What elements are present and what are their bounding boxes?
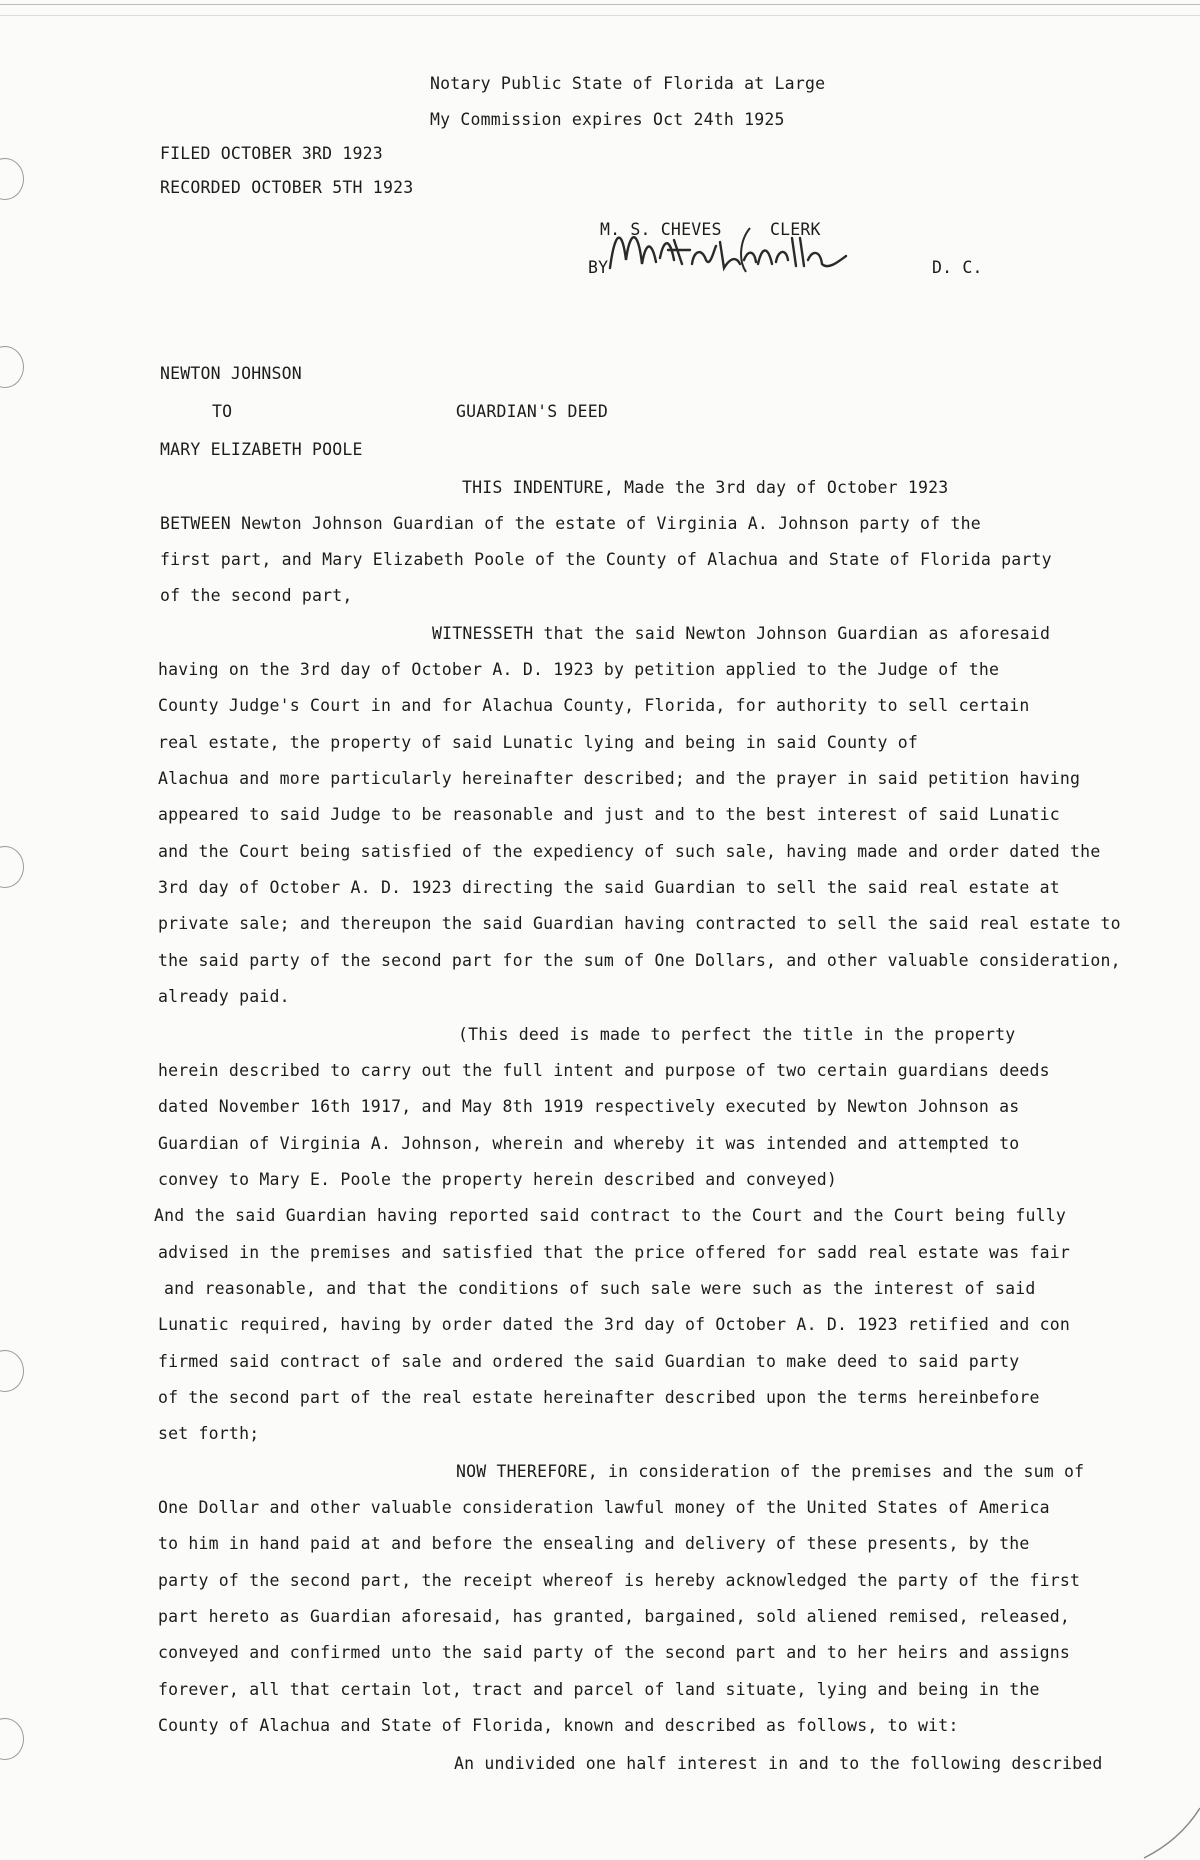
body-line: Guardian of Virginia A. Johnson, wherein and whereby it was intended and attempted to: [158, 1134, 1020, 1153]
body-line: and the Court being satisfied of the expediency of such sale, having made and order dated the: [158, 842, 1101, 861]
binder-hole-icon: [0, 1350, 24, 1392]
deed-title: GUARDIAN'S DEED: [456, 402, 609, 421]
body-line: to him in hand paid at and before the ensealing and delivery of these presents, by the: [158, 1534, 1030, 1553]
body-line: and reasonable, and that the conditions of such sale were such as the interest of said: [164, 1279, 1036, 1298]
body-line: County Judge's Court in and for Alachua County, Florida, for authority to sell certain: [158, 696, 1030, 715]
page-corner-curl-icon: [1140, 1800, 1200, 1860]
grantee-name: MARY ELIZABETH POOLE: [160, 440, 363, 459]
body-line: party of the second part, the receipt whereof is hereby acknowledged the party of the first: [158, 1571, 1081, 1590]
clerk-title: CLERK: [770, 220, 821, 239]
body-line: already paid.: [158, 987, 290, 1006]
body-line: (This deed is made to perfect the title in the property: [458, 1025, 1016, 1044]
body-line: appeared to said Judge to be reasonable and just and to the best interest of said Lunatic: [158, 805, 1060, 824]
body-line: set forth;: [158, 1424, 260, 1443]
body-line: convey to Mary E. Poole the property herein described and conveyed): [158, 1170, 837, 1189]
notary-line-1: Notary Public State of Florida at Large: [430, 74, 826, 93]
body-line: dated November 16th 1917, and May 8th 1919 respectively executed by Newton Johnson as: [158, 1097, 1020, 1116]
clerk-by: BY: [588, 258, 609, 277]
binder-hole-icon: [0, 846, 24, 888]
body-line: County of Alachua and State of Florida, known and described as follows, to wit:: [158, 1716, 959, 1735]
body-line: of the second part,: [160, 586, 353, 605]
recorded-date: RECORDED OCTOBER 5TH 1923: [160, 178, 414, 197]
body-line: first part, and Mary Elizabeth Poole of the County of Alachua and State of Florida party: [160, 550, 1052, 569]
body-line: the said party of the second part for the sum of One Dollars, and other valuable consideration,: [158, 951, 1121, 970]
top-edge-rule: [0, 4, 1200, 16]
body-line: conveyed and confirmed unto the said party of the second part and to her heirs and assigns: [158, 1643, 1071, 1662]
grantor-name: NEWTON JOHNSON: [160, 364, 302, 383]
body-line: And the said Guardian having reported said contract to the Court and the Court being fully: [154, 1206, 1067, 1225]
body-line: Lunatic required, having by order dated the 3rd day of October A. D. 1923 retified and con: [158, 1315, 1071, 1334]
body-line: of the second part of the real estate hereinafter described upon the terms hereinbefore: [158, 1388, 1040, 1407]
binder-hole-icon: [0, 1718, 24, 1760]
body-line: Alachua and more particularly hereinafter described; and the prayer in said petition having: [158, 769, 1081, 788]
body-line: having on the 3rd day of October A. D. 1923 by petition applied to the Judge of the: [158, 660, 1000, 679]
clerk-name: M. S. CHEVES: [600, 220, 722, 239]
body-line: forever, all that certain lot, tract and parcel of land situate, lying and being in the: [158, 1680, 1040, 1699]
body-line: private sale; and thereupon the said Guardian having contracted to sell the said real estate to: [158, 914, 1121, 933]
notary-line-2: My Commission expires Oct 24th 1925: [430, 110, 785, 129]
parties-to: TO: [212, 402, 233, 421]
deputy-clerk: D. C.: [932, 258, 983, 277]
body-line: real estate, the property of said Lunatic lying and being in said County of: [158, 733, 919, 752]
body-line: NOW THEREFORE, in consideration of the premises and the sum of: [456, 1462, 1085, 1481]
body-line: advised in the premises and satisfied that the price offered for sadd real estate was fair: [158, 1243, 1071, 1262]
body-line: 3rd day of October A. D. 1923 directing the said Guardian to sell the said real estate at: [158, 878, 1060, 897]
filed-date: FILED OCTOBER 3RD 1923: [160, 144, 383, 163]
body-line: BETWEEN Newton Johnson Guardian of the estate of Virginia A. Johnson party of the: [160, 514, 981, 533]
binder-hole-icon: [0, 158, 24, 200]
body-line: One Dollar and other valuable consideration lawful money of the United States of America: [158, 1498, 1050, 1517]
handwritten-signature: [590, 220, 890, 280]
body-line: part hereto as Guardian aforesaid, has granted, bargained, sold aliened remised, released,: [158, 1607, 1071, 1626]
body-line: WITNESSETH that the said Newton Johnson Guardian as aforesaid: [432, 624, 1051, 643]
binder-hole-icon: [0, 346, 24, 388]
body-line: THIS INDENTURE, Made the 3rd day of October 1923: [462, 478, 949, 497]
body-line: herein described to carry out the full intent and purpose of two certain guardians deeds: [158, 1061, 1050, 1080]
body-line: firmed said contract of sale and ordered the said Guardian to make deed to said party: [158, 1352, 1020, 1371]
body-line: An undivided one half interest in and to the following described: [454, 1754, 1103, 1773]
